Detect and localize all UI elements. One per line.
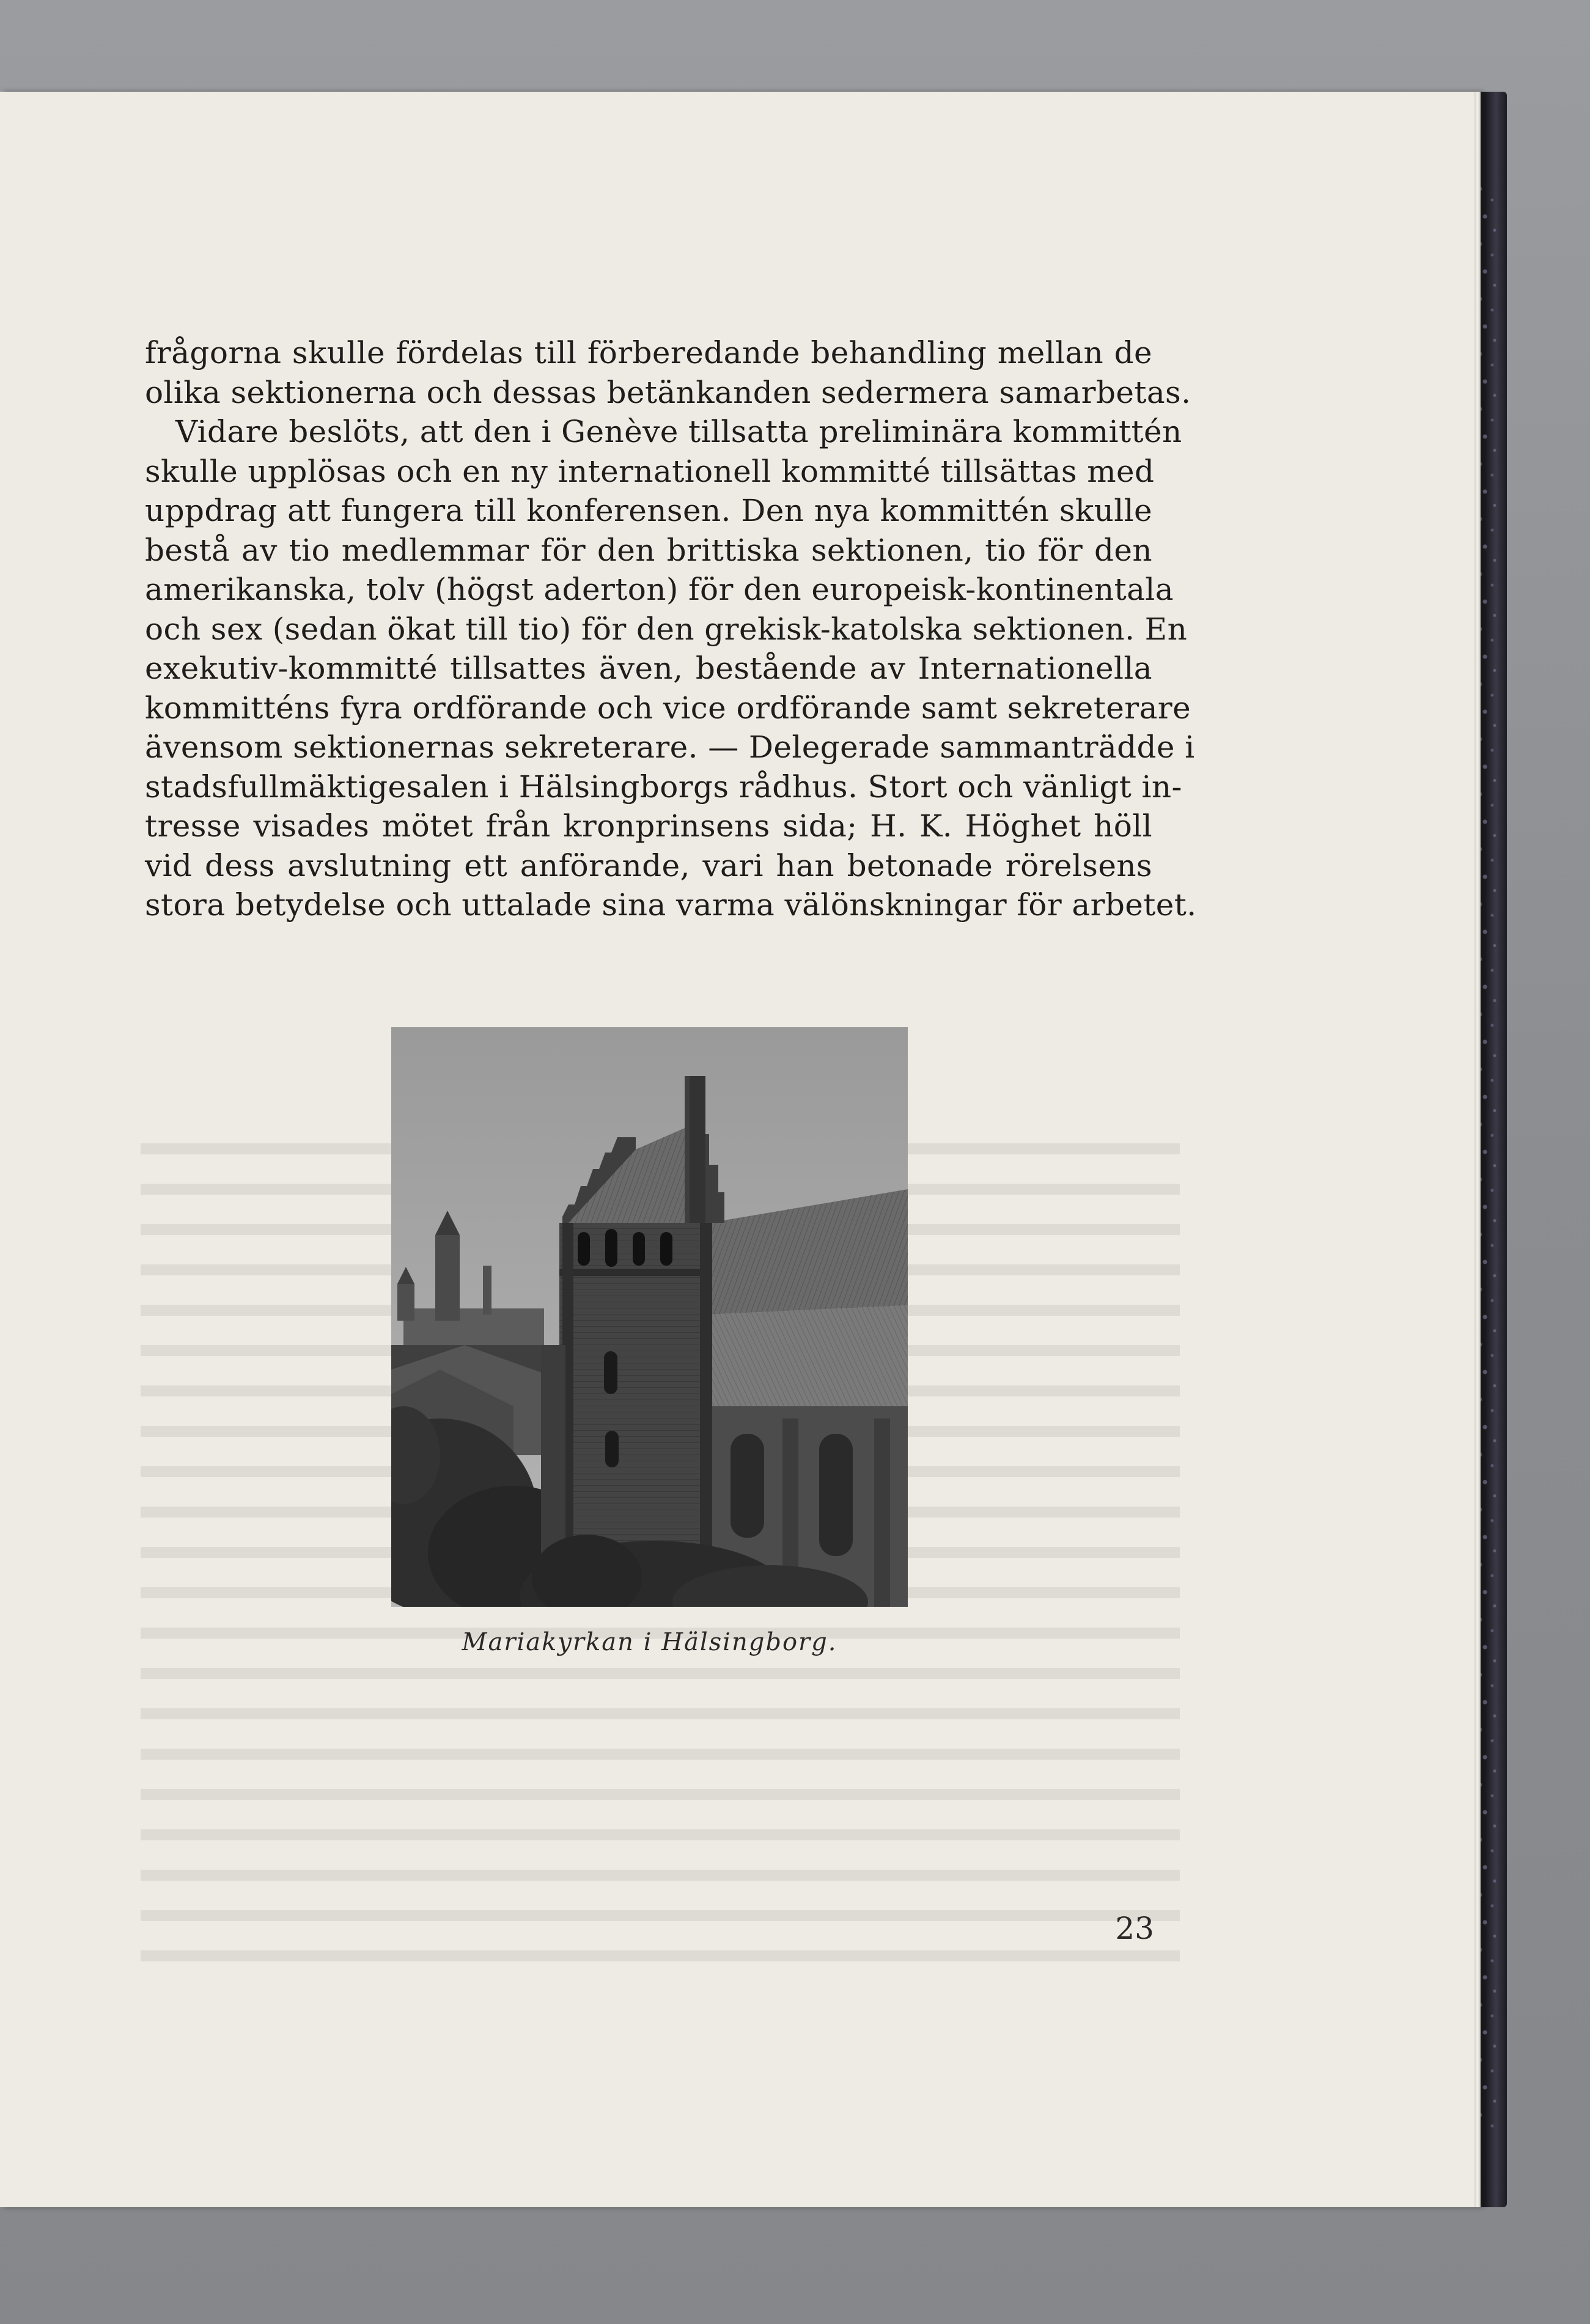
page-edge bbox=[1474, 92, 1481, 2207]
body-text bbox=[145, 333, 1197, 925]
text-line: stadsfullmäktigesalen i Hälsingborgs rådhus. Stort och vänligt in- bbox=[145, 769, 1182, 805]
text-line: Vidare beslöts, att den i Genève tillsatta preliminära kommittén bbox=[175, 414, 1182, 449]
text-line: uppdrag att fungera till konferensen. Den nya kommittén skulle bbox=[145, 493, 1152, 528]
text-line: vid dess avslutning ett anförande, vari han betonade rörelsens bbox=[145, 847, 1152, 883]
text-line: skulle upplösas och en ny internationell kommitté tillsättas med bbox=[145, 453, 1155, 489]
text-line: olika sektionerna och dessas betänkanden sedermera samarbetas. bbox=[145, 374, 1191, 410]
text-line: tresse visades mötet från kronprinsens sida; H. K. Höghet höll bbox=[145, 808, 1152, 844]
text-line: frågorna skulle fördelas till förberedande behandling mellan de bbox=[145, 335, 1152, 371]
photo-caption: Mariakyrkan i Hälsingborg. bbox=[462, 1628, 837, 1656]
text-line: amerikanska, tolv (högst aderton) för den europeisk-kontinentala bbox=[145, 572, 1174, 607]
page-number: 23 bbox=[1115, 1911, 1154, 1946]
text-line: stora betydelse och uttalade sina varma välönskningar för arbetet. bbox=[145, 887, 1197, 923]
text-line: och sex (sedan ökat till tio) för den grekisk-katolska sektionen. En bbox=[145, 611, 1188, 647]
text-line: ävensom sektionernas sekreterare. — Delegerade sammanträdde i bbox=[145, 729, 1195, 765]
text-line: bestå av tio medlemmar för den brittiska sektionen, tio för den bbox=[145, 532, 1152, 568]
church-tower-photo bbox=[391, 1027, 908, 1607]
text-line: exekutiv-kommitté tillsattes även, bestående av Internationella bbox=[145, 651, 1152, 686]
text-line: kommitténs fyra ordförande och vice ordförande samt sekreterare bbox=[145, 690, 1191, 726]
